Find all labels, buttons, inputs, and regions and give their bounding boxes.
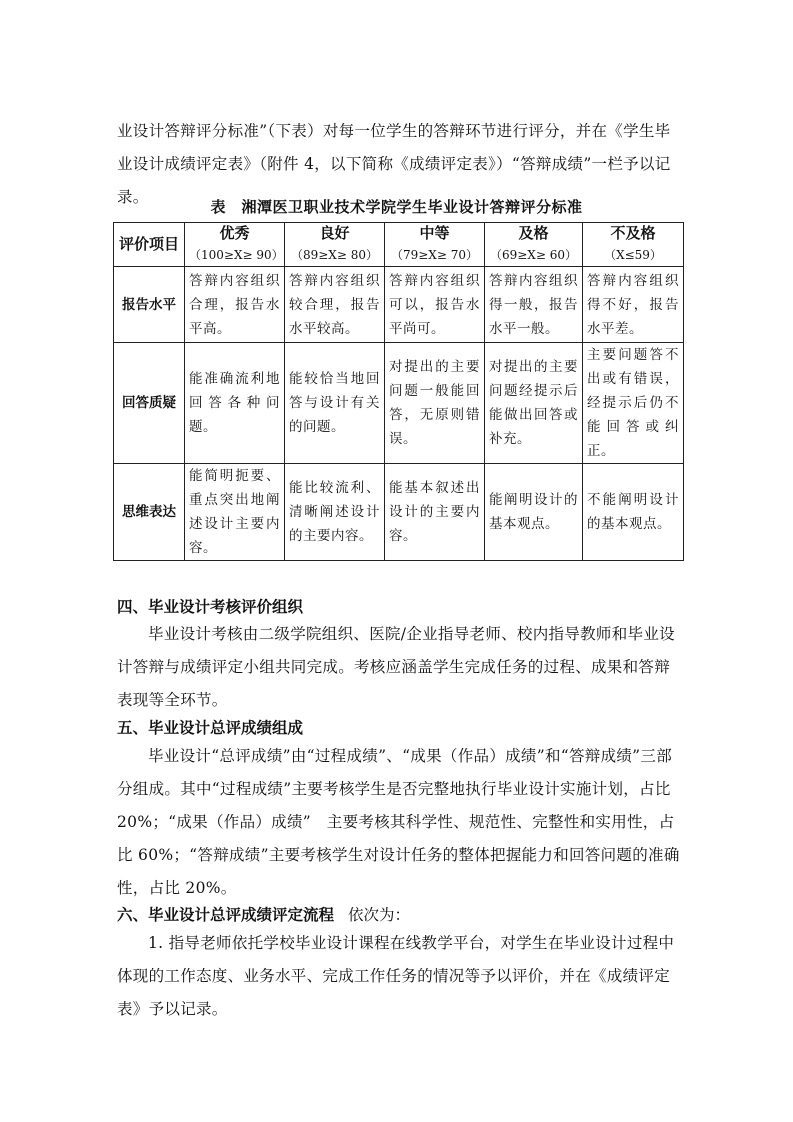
table-cell: 答辩内容组织可以，报告水平尚可。	[385, 267, 485, 343]
table-cell: 主要问题答不出或有错误，经提示后仍不能回答或纠正。	[583, 343, 684, 464]
table-cell: 对提出的主要问题一般能回答，无原则错误。	[385, 343, 485, 464]
section-paragraph: 毕业设计“总评成绩”由“过程成绩”、“成果（作品）成绩”和“答辩成绩”三部分组成。其中“过程成绩”主要考核学生是否完整地执行毕业设计实施计划，占比 20%；“成果（作品）成绩” 主要考核其科学性、规范性、完整性和实用性，占比 60%；“答辩成绩”主要考核学生对设计任务的整体把握能力和回答问题的准确性，占比 20%。	[117, 747, 680, 897]
table-cell: 答辩内容组织得不好，报告水平差。	[583, 267, 684, 343]
table-row	[114, 464, 684, 561]
table-cell: 能简明扼要、重点突出地阐述设计主要内容。	[185, 464, 285, 561]
table-cell: 对提出的主要问题经提示后能做出回答或补充。	[485, 343, 583, 464]
grade-range: （89≥X≥ 80）	[290, 248, 378, 262]
grade-label: 中等	[419, 224, 450, 242]
header-evaluation-item: 评价项目	[114, 223, 185, 267]
section-heading	[117, 903, 410, 927]
grade-label: 及格	[518, 224, 549, 242]
grade-label: 良好	[319, 224, 350, 242]
table-header-row	[114, 223, 684, 267]
table-cell: 不能阐明设计的基本观点。	[583, 464, 684, 561]
grade-label: 优秀	[219, 224, 250, 242]
header-grade	[583, 223, 684, 267]
intro-paragraph: 业设计答辩评分标准”（下表）对每一位学生的答辩环节进行评分，并在《学生毕业设计成绩评定表》（附件 4，以下简称《成绩评定表》）“答辩成绩”一栏予以记录。	[117, 122, 671, 206]
table-row	[114, 267, 684, 343]
grade-range: （X≤59）	[604, 248, 662, 262]
scoring-standard-table	[113, 222, 684, 561]
grade-range: （69≥X≥ 60）	[489, 248, 577, 262]
header-grade	[385, 223, 485, 267]
table-row	[114, 343, 684, 464]
section-heading: 五、毕业设计总评成绩组成	[117, 719, 304, 737]
table-cell: 能阐明设计的基本观点。	[485, 464, 583, 561]
row-item: 回答质疑	[114, 343, 185, 464]
grade-range: （100≥X≥ 90）	[189, 248, 284, 262]
section-heading-text: 六、毕业设计总评成绩评定流程	[117, 906, 335, 924]
row-item: 思维表达	[114, 464, 185, 561]
grade-range: （79≥X≥ 70）	[390, 248, 478, 262]
section-paragraph: 1. 指导老师依托学校毕业设计课程在线教学平台，对学生在毕业设计过程中体现的工作态度、业务水平、完成工作任务的情况等予以评价，并在《成绩评定表》予以记录。	[117, 934, 675, 1018]
table-cell: 答辩内容组织较合理，报告水平较高。	[285, 267, 385, 343]
header-grade	[285, 223, 385, 267]
row-item: 报告水平	[114, 267, 185, 343]
table-cell: 答辩内容组织得一般，报告水平一般。	[485, 267, 583, 343]
section-heading: 四、毕业设计考核评价组织	[117, 598, 304, 616]
section-paragraph: 毕业设计考核由二级学院组织、医院/企业指导老师、校内指导教师和毕业设计答辩与成绩评定小组共同完成。考核应涵盖学生完成任务的过程、成果和答辩表现等全环节。	[117, 625, 675, 709]
section-heading-suffix: 依次为：	[348, 906, 411, 924]
table-cell: 答辩内容组织合理，报告水平高。	[185, 267, 285, 343]
table-cell: 能基本叙述出设计的主要内容。	[385, 464, 485, 561]
table-cell: 能比较流利、清晰阐述设计的主要内容。	[285, 464, 385, 561]
grade-label: 不及格	[610, 224, 656, 242]
header-grade	[185, 223, 285, 267]
table-caption: 表 湘潭医卫职业技术学院学生毕业设计答辩评分标准	[210, 198, 583, 216]
table-cell: 能较恰当地回答与设计有关的问题。	[285, 343, 385, 464]
table-cell: 能准确流利地回答各种问题。	[185, 343, 285, 464]
header-grade	[485, 223, 583, 267]
